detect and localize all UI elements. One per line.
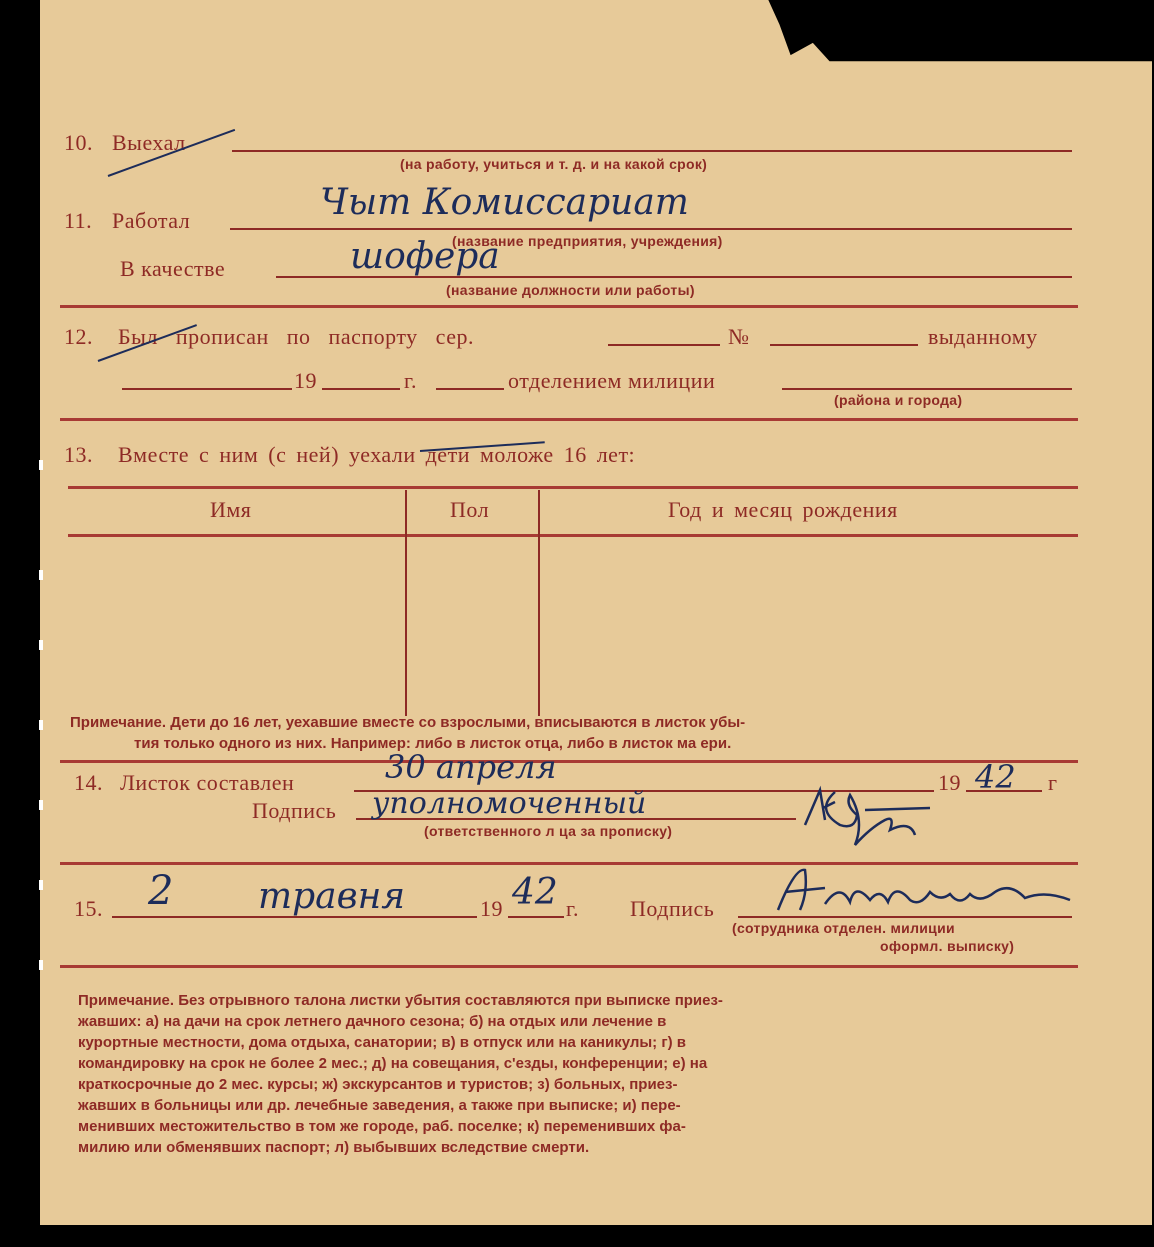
item14-handwritten-date: 30 апреля <box>385 748 557 786</box>
item11-role-label: В качестве <box>120 256 226 281</box>
column-header-birth: Год и месяц рождения <box>668 497 898 522</box>
item12-year-suffix: г. <box>404 368 418 393</box>
note2-line: менивших местожительство в том же городе, раб. поселке; к) переменивших фа- <box>78 1118 686 1135</box>
note2-line: командировку на срок не более 2 мес.; д) на совещания, с'езды, конференции; е) на <box>78 1055 708 1072</box>
item15-sign-hint-1: (сотрудника отделен. милиции <box>732 920 955 936</box>
section-divider <box>60 760 1078 763</box>
perforation-mark <box>39 800 43 810</box>
item11-label: Работал <box>112 208 191 233</box>
note2-line: милию или обменявших паспорт; л) выбывших вследствие смерти. <box>78 1139 590 1156</box>
item12-series-line <box>608 344 720 346</box>
item14-year-prefix: 19 <box>938 770 961 795</box>
item15-sign-label: Подпись <box>630 896 715 921</box>
item12-year-line <box>322 388 400 390</box>
note1-text: Дети до 16 лет, уехавшие вместе со взрослыми, вписываются в листок убы- <box>170 714 746 731</box>
item13-label: Вместе с ним (с ней) уехали дети моложе 16 лет: <box>118 442 636 467</box>
perforation-mark <box>39 570 43 580</box>
table-top-rule <box>68 486 1078 489</box>
item12-number-label: № <box>728 324 750 349</box>
item12-office-hint: (района и города) <box>834 392 963 408</box>
item12-office-line <box>782 388 1072 390</box>
item12-date-line <box>122 388 292 390</box>
note2-line: жавших в больницы или др. лечебные заведения, а также при выписке; и) пере- <box>78 1097 681 1114</box>
item15-year-prefix: 19 <box>480 896 503 921</box>
column-header-name: Имя <box>210 497 252 522</box>
item12-office-label: отделением милиции <box>508 368 716 393</box>
item11-handwritten-role: шофера <box>350 236 500 277</box>
item15-year-line <box>508 916 564 918</box>
table-column-divider <box>405 490 407 716</box>
note2-line: жавших: а) на дачи на срок летнего дачного сезона; б) на отдых или лечение в <box>78 1013 667 1030</box>
table-column-divider <box>538 490 540 716</box>
item12-year-prefix: 19 <box>294 368 317 393</box>
item11-fill-line <box>230 228 1072 230</box>
item14-year-suffix: г <box>1048 770 1058 795</box>
item12-issued-label: выданному <box>928 324 1038 349</box>
column-header-sex: Пол <box>450 497 490 522</box>
item12-number-line <box>770 344 918 346</box>
item14-number: 14. <box>74 770 103 795</box>
item11-handwritten-employer: Чыт Комиссариат <box>320 182 689 223</box>
table-header-rule <box>68 534 1078 537</box>
note2-line <box>78 990 723 1011</box>
section-divider <box>60 965 1078 968</box>
item11-hint: (название предприятия, учреждения) <box>452 233 723 249</box>
note2-line: курортные местности, дома отдыха, санатории; в) в отпуск или на каникулы; г) в <box>78 1034 686 1051</box>
perforation-mark <box>39 720 43 730</box>
item15-handwritten-day: 2 <box>148 868 174 914</box>
note1-line1 <box>70 712 745 733</box>
item14-sign-label: Подпись <box>252 798 337 823</box>
item15-handwritten-month: травня <box>258 876 406 917</box>
item10-label: Выехал <box>112 130 186 155</box>
item15-number: 15. <box>74 896 103 921</box>
note1-line2: тия только одного из них. Например: либо в листок отца, либо в листок ма ери. <box>134 735 732 752</box>
item10-fill-line <box>232 150 1072 152</box>
item15-signature <box>770 862 1090 922</box>
note1-prefix: Примечание. <box>70 714 167 731</box>
perforation-mark <box>39 960 43 970</box>
note2-prefix: Примечание. <box>78 992 175 1009</box>
item12-number: 12. <box>64 324 93 349</box>
item12-label: Был прописан по паспорту сер. <box>118 324 474 349</box>
perforation-mark <box>39 880 43 890</box>
item15-sign-hint-2: оформл. выписку) <box>880 938 1015 954</box>
perforation-mark <box>39 460 43 470</box>
item15-handwritten-year: 42 <box>512 872 558 913</box>
item12-extra-line <box>436 388 504 390</box>
item10-number: 10. <box>64 130 93 155</box>
item14-signature <box>795 780 945 855</box>
item10-hint: (на работу, учиться и т. д. и на какой срок) <box>400 156 708 172</box>
item11-role-hint: (название должности или работы) <box>446 282 695 298</box>
section-divider <box>60 418 1078 421</box>
perforation-mark <box>39 640 43 650</box>
note2-line: краткосрочные до 2 мес. курсы; ж) экскурсантов и туристов; з) больных, приез- <box>78 1076 678 1093</box>
item14-sign-hint: (ответственного л ца за прописку) <box>424 823 673 839</box>
section-divider <box>60 305 1078 308</box>
item14-label: Листок составлен <box>120 770 295 795</box>
item11-number: 11. <box>64 208 93 233</box>
item15-year-suffix: г. <box>566 896 580 921</box>
item14-handwritten-sign: уполномоченный <box>372 786 647 821</box>
item14-handwritten-year: 42 <box>975 758 1016 796</box>
note2-text: Без отрывного талона листки убытия составляются при выписке приез- <box>178 992 723 1009</box>
item13-number: 13. <box>64 442 93 467</box>
